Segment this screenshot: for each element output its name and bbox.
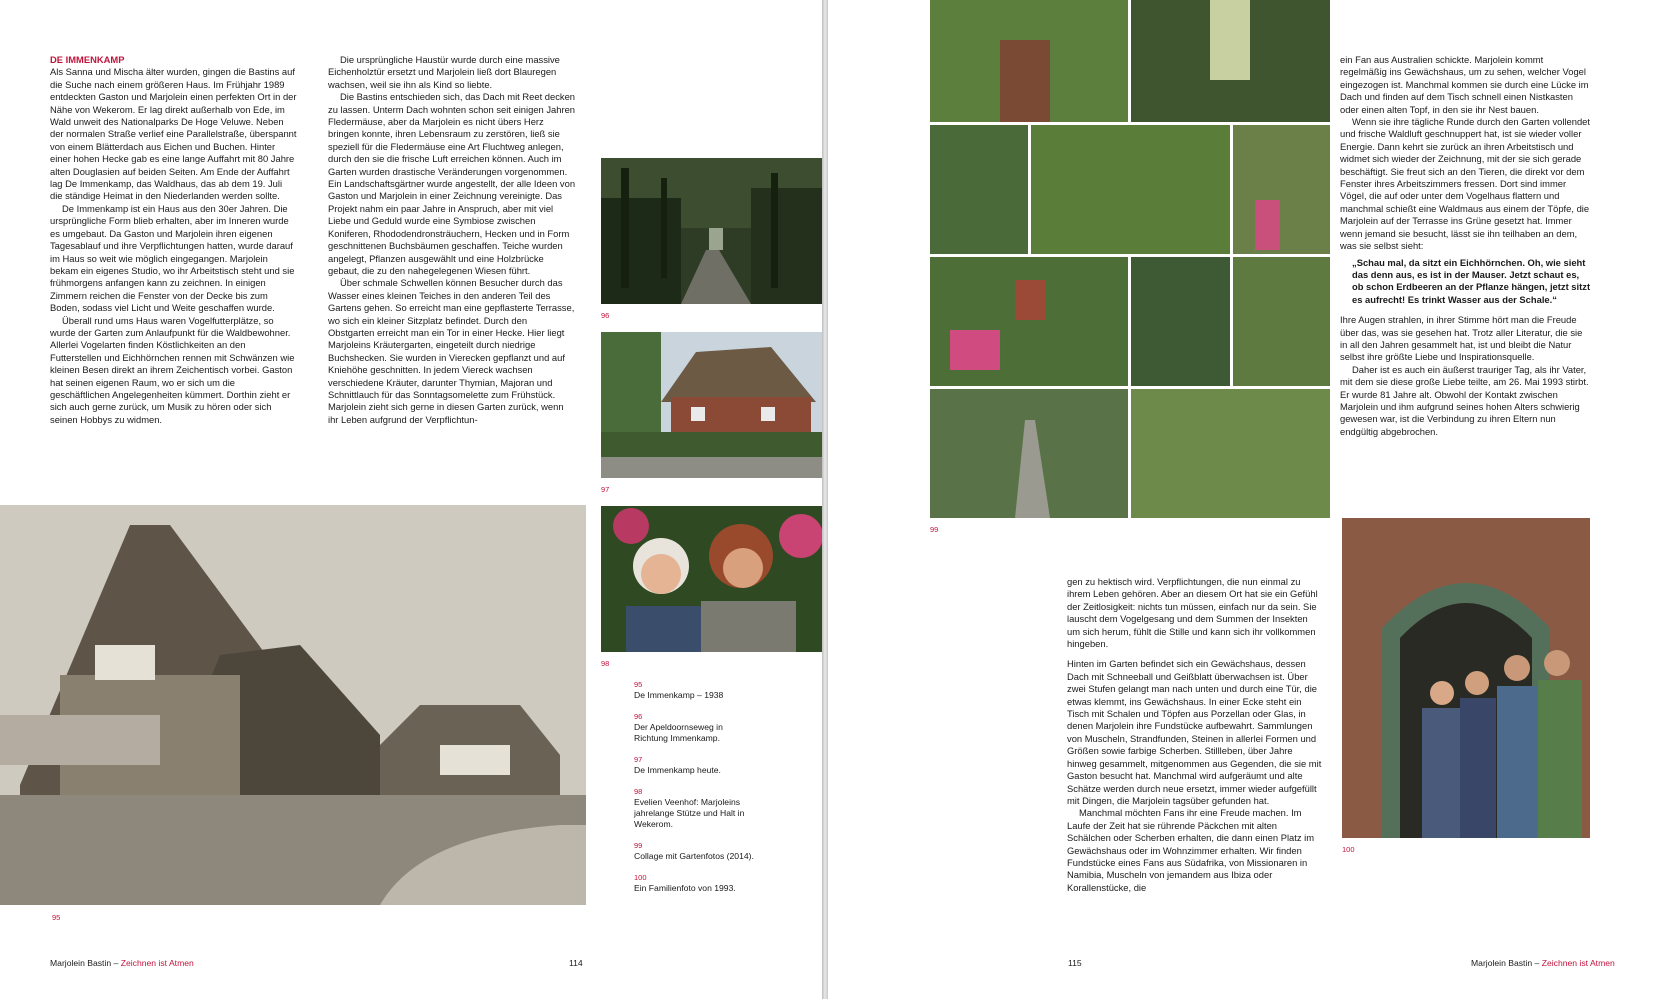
caption-item <box>634 840 754 862</box>
caption-item <box>634 786 754 830</box>
paragraph: Hinten im Garten befindet sich ein Gewächshaus, dessen Dach mit Schneeball und Geißblatt überwachsen ist. Über zwei Stufen gelangt man nach unten und durch eine Tür, die etwas klemmt, ins Gewächshaus. In einer Ecke steht ein Tisch mit Schalen und Töpfen aus Porzellan oder Glas, in denen Marjolein ihre Fundstücke aufbewahrt. Sammlungen von Muscheln, Strandfunden, Steinen in allerlei Formen und Größen sowie farbige Scherben. Stillleben, über Jahre hinweg gesammelt, mitgenommen aus Gegenden, die sie mit Gaston besucht hat. Manchmal wird aufgeräumt und alte Schätze werden durch neue ersetzt, immer wieder aufgefüllt mit Dingen, die Marjolein tagsüber gefunden hat. <box>1067 658 1322 806</box>
photo-number: 98 <box>601 659 610 668</box>
photo-garden-collage <box>930 0 1330 518</box>
photo-number: 99 <box>930 525 939 534</box>
caption-text: De Immenkamp – 1938 <box>634 690 724 700</box>
paragraph: Manchmal möchten Fans ihr eine Freude machen. Im Laufe der Zeit hat sie rührende Päckchen mit alten Schälchen oder Scherben erhalten, die dann einen Platz im Gewächshaus oder im Wohnzimmer erhalten. Wir finden Fundstücke eines Fans aus Südafrika, von Missionaren in Namibia, Muscheln von jemandem aus Ibiza oder Korallenstücke, die <box>1067 807 1315 893</box>
caption-number: 97 <box>634 755 643 764</box>
caption-text: Ein Familienfoto von 1993. <box>634 883 736 893</box>
footer-author: Marjolein Bastin – <box>1471 958 1540 968</box>
caption-text: Der Apeldoornseweg in Richtung Immenkamp. <box>634 722 723 743</box>
photo-number: 100 <box>1342 845 1355 854</box>
paragraph: Wenn sie ihre tägliche Runde durch den Garten vollendet und frische Waldluft geschnuppert hat, ist sie wieder voller Energie. Dann kehrt sie zurück an ihren Arbeitstisch und widmet sich wieder der Zeichnung, mit der sie sich gerade beschäftigt. Sie freut sich an den Tieren, die direkt vor dem Fenster ihres Arbeitszimmers fressen. Dort sind immer Vögel, die auf oder unter dem Vogelhaus flattern und manchmal schießt eine Waldmaus aus einem der Töpfe, die Marjolein auf der Terrasse ins Grüne gesetzt hat. Immer wenn jemand sie besucht, lässt sie ihn teilhaben an dem, was sie selbst sieht: <box>1340 116 1590 252</box>
paragraph: Daher ist es auch ein äußerst trauriger Tag, als ihr Vater, mit dem sie diese große Liebe teilte, am 26. Mai 1993 stirbt. Er wurde 81 Jahre alt. Obwohl der Kontakt zwischen Marjolein und ihm aufgrund seines hohen Alters schwierig gewesen war, ist die Verbindung zu ihren Eltern nun endgültig abgebrochen. <box>1340 363 1589 437</box>
left-text-column-1 <box>50 54 297 426</box>
photo-immenkamp-1938 <box>0 505 586 905</box>
paragraph: Als Sanna und Mischa älter wurden, gingen die Bastins auf die Suche nach einem größeren Haus. Im Frühjahr 1989 entdeckten Gaston und Marjolein einen perfekten Ort in der Nähe von Wekerom. Er lag direkt außerhalb von Ede, im Wald unweit des Nationalparks De Hoge Veluwe. Neben der normalen Straße verlief eine Parallelstraße, überspannt von einem Blätterdach aus Eichen und Buchen. Hinter einer hohen Hecke gab es eine lange Auffahrt mit 80 Jahre alten Douglasien auf beiden Seiten. Am Ende der Auffahrt lag De Immenkamp, das Waldhaus, das ab dem 19. Juli die ständige Heimat in den Niederlanden werden sollte. <box>50 66 297 202</box>
paragraph: Überall rund ums Haus waren Vogelfutterplätze, so wurde der Garten zum Anlaufpunkt für die Waldbewohner. Allerlei Vogelarten finden Köstlichkeiten an den Futterstellen und Eichhörnchen rennen mit Schwänzen wie kleinen Besen direkt an ihrem Zeichentisch vorbei. Gaston hat seinen eigenen Raum, wo er sich um die geschäftlichen Angelegenheiten kümmert. Dorthin zieht er sich auch gerne zurück, um Musik zu hören oder sich seinen Hobbys zu widmen. <box>50 314 295 425</box>
photo-family-1993 <box>1342 518 1590 838</box>
paragraph: Die Bastins entschieden sich, das Dach mit Reet decken zu lassen. Unterm Dach wohnten schon seit einigen Jahren Fledermäuse, aber da Marjolein es nicht übers Herz bringen konnte, ihren Lebensraum zu zerstören, ließ sie speziell für die Fledermäuse eine Art Fluchtweg anlegen, durch den sie die frische Luft erreichen können. Auch im Garten wurden drastische Veränderungen vorgenommen. Ein Landschaftsgärtner wurde angestellt, der alle Ideen von Gaston und Marjolein in einer Zeichnung vereinigte. Das Projekt nahm ein paar Jahre in Anspruch, aber mit viel Liebe und Geduld wurde eine Symbiose zwischen Koniferen, Rhododendronsträuchern, Hecken und in Form geschnittenen Buchsbäumen geschaffen. Teiche wurden angelegt, Pflanzen ausgewählt und eine Holzbrücke gebaut, die zu den nahegelegenen Wiesen führt. <box>328 91 576 276</box>
left-text-column-2 <box>328 54 576 426</box>
photo-two-women <box>601 506 826 652</box>
caption-item <box>634 711 754 744</box>
page-number: 114 <box>569 958 583 968</box>
paragraph: gen zu hektisch wird. Verpflichtungen, die nun einmal zu ihrem Leben gehören. Aber an diesem Ort hat sie ein Gefühl der Zeitlosigkeit: nichts tun müssen, einfach nur da sein. Sie lauscht dem Vogelgesang und dem Summen der Insekten um sich herum, fühlt die Stille und kann sich ihr vollkommen hingeben. <box>1067 576 1318 650</box>
caption-number: 96 <box>634 712 643 721</box>
quote: „Schau mal, da sitzt ein Eichhörnchen. Oh, wie sieht das denn aus, es ist in der Mauser. Jetzt schaut es, ob schon Erdbeeren an der Pflanze hängen, jetzt sitzt es aufrecht! Es trinkt Wasser aus der Schale.“ <box>1352 256 1591 305</box>
caption-number: 100 <box>634 873 647 882</box>
right-text-column-top <box>1340 54 1592 438</box>
caption-item <box>634 679 754 701</box>
caption-item <box>634 872 754 894</box>
photo-number: 96 <box>601 311 610 320</box>
caption-item <box>634 754 754 776</box>
caption-number: 99 <box>634 841 643 850</box>
paragraph: Die ursprüngliche Haustür wurde durch eine massive Eichenholztür ersetzt und Marjolein ließ dort Blauregen wachsen, weil sie ihn als Kind so liebte. <box>328 54 560 90</box>
photo-number: 97 <box>601 485 610 494</box>
caption-number: 95 <box>634 680 643 689</box>
footer-author: Marjolein Bastin – <box>50 958 119 968</box>
caption-text: De Immenkamp heute. <box>634 765 721 775</box>
footer-book-title: Zeichnen ist Atmen <box>1541 958 1615 968</box>
right-page <box>828 0 1654 999</box>
paragraph: De Immenkamp ist ein Haus aus den 30er Jahren. Die ursprüngliche Form blieb erhalten, aber im Inneren wurde es umgebaut. Da Gaston und Marjolein ihren eigenen Tagesablauf und ihre Verpflichtungen hatten, wurde darauf im Haus so weit wie möglich eingegangen. Marjolein bekam ein eigenes Studio, wo ihr Arbeitstisch steht und sie frühmorgens anfangen kann zu zeichnen. In einigen Zimmern reichen die Fenster von der Decke bis zum Boden, sodass viel Licht und Weite geschaffen wurde. <box>50 202 295 314</box>
photo-house-today <box>601 332 826 478</box>
paragraph: Ihre Augen strahlen, in ihrer Stimme hört man die Freude über das, was sie gesehen hat. Trotz aller Literatur, die sie in all den Jahren gesammelt hat, ist und bleibt die Natur selbst ihre größte Liebe und Inspirationsquelle. <box>1340 314 1583 363</box>
page-number: 115 <box>1068 958 1082 968</box>
footer-book-title: Zeichnen ist Atmen <box>120 958 194 968</box>
photo-road-avenue <box>601 158 826 304</box>
caption-list <box>634 679 754 904</box>
running-footer <box>1471 958 1615 968</box>
caption-number: 98 <box>634 787 643 796</box>
paragraph: ein Fan aus Australien schickte. Marjolein kommt regelmäßig ins Gewächshaus, um zu sehen, welcher Vogel eingezogen ist. Manchmal kommen sie durch eine Lücke im Dach und finden auf dem Tisch schnell einen Nistkasten oder einen alten Topf, in den sie ihr Nest bauen. <box>1340 54 1589 115</box>
caption-text: Collage mit Gartenfotos (2014). <box>634 851 754 861</box>
paragraph: Über schmale Schwellen können Besucher durch das Wasser eines kleinen Teiches in den anderen Teil des Gartens gehen. So erreicht man eine gepflasterte Terrasse, wo sich ein kleiner Sitzplatz befindet. Durch den Obstgarten erreicht man ein Tor in einer Hecke. Hier liegt Marjoleins Kräutergarten, eingeteilt durch niedrige Buchshecken. Sie wurden in Vierecken gepflanzt und auf Kniehöhe geschnitten. In jedem Viereck wachsen verschiedene Kräuter, darunter Thymian, Majoran und Schnittlauch für das Sonntagsomelette zum Frühstück. Marjolein zieht sich gerne in diesen Garten zurück, wenn ihr Leben aufgrund der Verpflichtun- <box>328 277 575 425</box>
caption-text: Evelien Veenhof: Marjoleins jahrelange Stütze und Halt in Wekerom. <box>634 797 745 829</box>
section-heading: DE IMMENKAMP <box>50 54 125 65</box>
right-text-column-bottom <box>1067 576 1323 894</box>
running-footer <box>50 958 194 968</box>
photo-number: 95 <box>52 913 61 922</box>
left-page <box>0 0 822 999</box>
